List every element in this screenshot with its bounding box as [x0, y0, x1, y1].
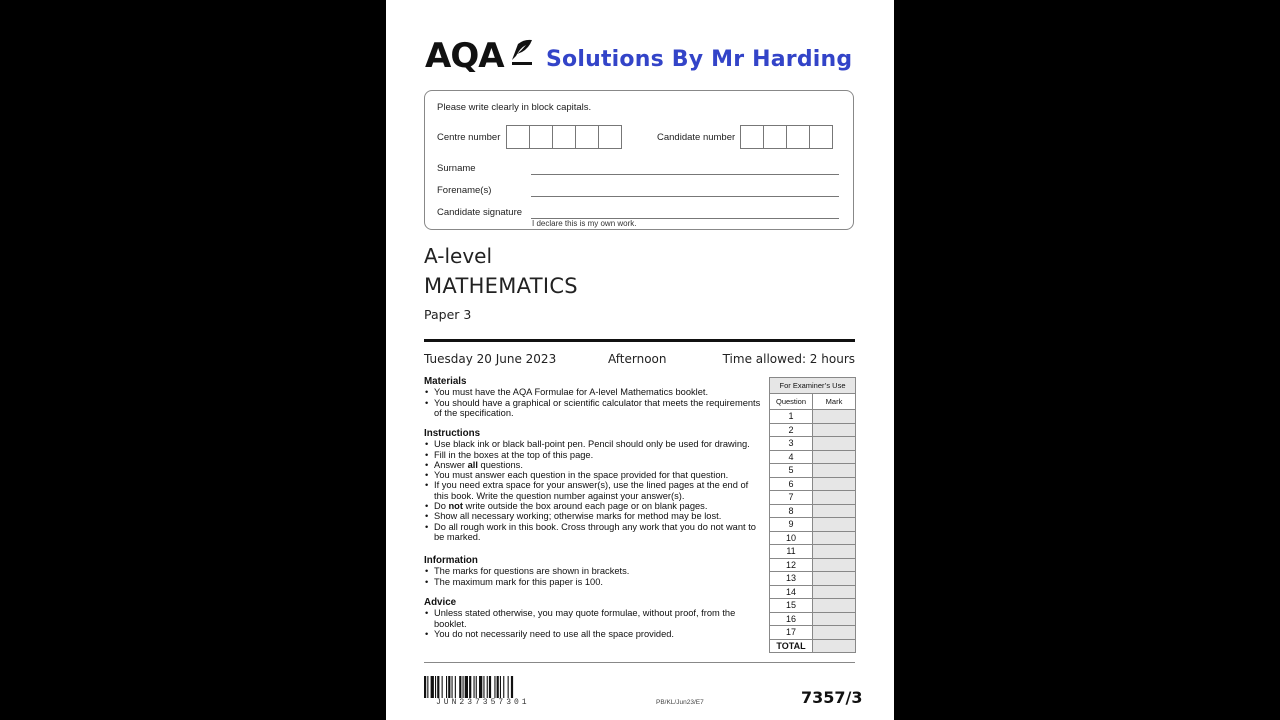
centre-number-label: Centre number — [437, 132, 501, 143]
mark-cell[interactable] — [813, 599, 856, 613]
question-number-cell: 17 — [770, 626, 813, 640]
aqa-logo: AQA — [425, 36, 504, 76]
instructions-item: • If you need extra space for your answer(s), use the lined pages at the end of this book. Write the question number against your answer(s). — [424, 480, 764, 501]
examiner-table-title: For Examiner’s Use — [770, 378, 856, 394]
centre-digit-box[interactable] — [552, 125, 576, 149]
examiner-table-row — [770, 558, 856, 572]
question-number-cell: 15 — [770, 599, 813, 613]
examiner-table-row — [770, 518, 856, 532]
mark-cell[interactable] — [813, 518, 856, 532]
examiner-table-row — [770, 599, 856, 613]
materials-section — [424, 377, 764, 418]
mark-cell[interactable] — [813, 572, 856, 586]
centre-digit-box[interactable] — [506, 125, 530, 149]
centre-digit-box[interactable] — [575, 125, 599, 149]
total-row — [770, 639, 856, 653]
examiner-table-row — [770, 437, 856, 451]
surname-label: Surname — [437, 163, 476, 174]
total-label: TOTAL — [770, 639, 813, 653]
instructions-item: • Do all rough work in this book. Cross through any work that you do not want to be marked. — [424, 522, 764, 543]
information-item: • The marks for questions are shown in brackets. — [424, 566, 764, 576]
footer-divider — [424, 662, 855, 663]
title-divider — [424, 339, 855, 342]
examiner-table-row — [770, 545, 856, 559]
examiner-table-row — [770, 491, 856, 505]
surname-field[interactable] — [531, 174, 839, 175]
exam-level: A-level — [424, 244, 493, 268]
examiner-table-row — [770, 450, 856, 464]
candidate-digit-box[interactable] — [809, 125, 833, 149]
mark-cell[interactable] — [813, 504, 856, 518]
candidate-number-boxes[interactable] — [741, 125, 833, 149]
materials-item: • You must have the AQA Formulae for A-level Mathematics booklet. — [424, 387, 764, 397]
mark-cell[interactable] — [813, 545, 856, 559]
instructions-section — [424, 429, 764, 542]
question-number-cell: 3 — [770, 437, 813, 451]
aqa-leaf-icon — [510, 38, 534, 68]
question-number-cell: 10 — [770, 531, 813, 545]
information-section — [424, 556, 764, 587]
mark-cell[interactable] — [813, 558, 856, 572]
candidate-digit-box[interactable] — [786, 125, 810, 149]
mark-cell[interactable] — [813, 410, 856, 424]
forename-label: Forename(s) — [437, 185, 492, 196]
examiner-table-row — [770, 410, 856, 424]
mark-cell[interactable] — [813, 612, 856, 626]
candidate-number-label: Candidate number — [657, 132, 736, 143]
forename-field[interactable] — [531, 196, 839, 197]
information-heading: Information — [424, 555, 478, 566]
instructions-item: • Answer all questions. — [424, 460, 764, 470]
instructions-item: • Do not write outside the box around each page or on blank pages. — [424, 501, 764, 511]
paper-code: 7357/3 — [801, 688, 863, 707]
solutions-by-title: Solutions By Mr Harding — [546, 47, 853, 72]
exam-subject: MATHEMATICS — [424, 274, 578, 298]
examiner-table-row — [770, 504, 856, 518]
question-number-cell: 14 — [770, 585, 813, 599]
mark-cell[interactable] — [813, 450, 856, 464]
examiner-table-row — [770, 585, 856, 599]
mark-cell[interactable] — [813, 585, 856, 599]
barcode-image — [424, 676, 586, 698]
exam-session: Afternoon — [608, 352, 667, 366]
question-number-cell: 9 — [770, 518, 813, 532]
mark-cell[interactable] — [813, 437, 856, 451]
exam-paper-page — [386, 0, 894, 720]
examiner-table-row — [770, 531, 856, 545]
examiner-use-table — [769, 377, 856, 653]
question-number-cell: 8 — [770, 504, 813, 518]
instructions-item: • Use black ink or black ball-point pen. Pencil should only be used for drawing. — [424, 439, 764, 449]
instructions-item: • Fill in the boxes at the top of this page. — [424, 450, 764, 460]
advice-item: • Unless stated otherwise, you may quote formulae, without proof, from the booklet. — [424, 608, 764, 629]
centre-number-boxes[interactable] — [507, 125, 622, 149]
materials-heading: Materials — [424, 376, 467, 387]
mark-column-header: Mark — [813, 394, 856, 410]
examiner-table-row — [770, 477, 856, 491]
instructions-item: • You must answer each question in the space provided for that question. — [424, 470, 764, 480]
examiner-table-row — [770, 626, 856, 640]
advice-heading: Advice — [424, 597, 457, 608]
print-reference: PB/KL/Jun23/E7 — [656, 699, 704, 706]
candidate-digit-box[interactable] — [763, 125, 787, 149]
information-item: • The maximum mark for this paper is 100. — [424, 577, 764, 587]
advice-item: • You do not necessarily need to use all the space provided. — [424, 629, 764, 639]
signature-label: Candidate signature — [437, 207, 523, 218]
examiner-table-row — [770, 464, 856, 478]
time-allowed: Time allowed: 2 hours — [722, 352, 855, 366]
materials-item: • You should have a graphical or scientific calculator that meets the requirements of the specification. — [424, 398, 764, 419]
centre-digit-box[interactable] — [598, 125, 622, 149]
question-number-cell: 2 — [770, 423, 813, 437]
question-number-cell: 13 — [770, 572, 813, 586]
examiner-table-row — [770, 423, 856, 437]
mark-cell[interactable] — [813, 626, 856, 640]
centre-digit-box[interactable] — [529, 125, 553, 149]
question-number-cell: 12 — [770, 558, 813, 572]
exam-paper-number: Paper 3 — [424, 307, 472, 322]
instructions-item: • Show all necessary working; otherwise marks for method may be lost. — [424, 511, 764, 521]
candidate-details-box — [424, 90, 854, 230]
barcode-number: JUN237357301 — [436, 698, 530, 707]
candidate-digit-box[interactable] — [740, 125, 764, 149]
instructions-heading: Instructions — [424, 428, 481, 439]
question-number-cell: 1 — [770, 410, 813, 424]
question-column-header: Question — [770, 394, 813, 410]
examiner-table-row — [770, 612, 856, 626]
mark-cell[interactable] — [813, 491, 856, 505]
examiner-table-row — [770, 572, 856, 586]
exam-date: Tuesday 20 June 2023 — [424, 352, 557, 366]
advice-section — [424, 598, 764, 639]
question-number-cell: 7 — [770, 491, 813, 505]
total-mark-cell[interactable] — [813, 639, 856, 653]
question-number-cell: 11 — [770, 545, 813, 559]
question-number-cell: 4 — [770, 450, 813, 464]
declaration-text: I declare this is my own work. — [532, 219, 637, 228]
question-number-cell: 5 — [770, 464, 813, 478]
mark-cell[interactable] — [813, 477, 856, 491]
question-number-cell: 16 — [770, 612, 813, 626]
mark-cell[interactable] — [813, 464, 856, 478]
mark-cell[interactable] — [813, 531, 856, 545]
question-number-cell: 6 — [770, 477, 813, 491]
block-capitals-instruction: Please write clearly in block capitals. — [437, 102, 592, 113]
mark-cell[interactable] — [813, 423, 856, 437]
